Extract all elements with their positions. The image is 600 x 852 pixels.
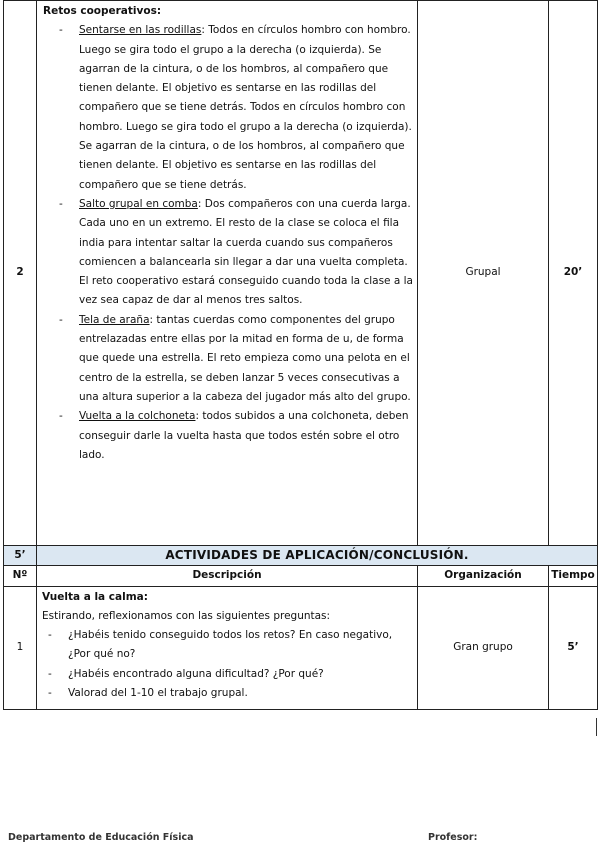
activity-organization: Gran grupo bbox=[418, 586, 549, 709]
challenge-item bbox=[53, 195, 413, 272]
activity-title: Retos cooperativos: bbox=[43, 5, 162, 17]
challenge-note: El reto cooperativo estará conseguido cuando toda la clase a la vez sea capaz de dar al menos tres saltos. bbox=[79, 275, 413, 307]
activity-number: 2 bbox=[4, 1, 37, 546]
challenge-text: : tantas cuerdas como componentes del grupo entrelazadas entre ellas por la mitad en forma de u, de forma que quede una estrella. El reto empieza como una pelota en el centro de la estrella, se deben lanzar 5 veces consecutivas a una altura superior a la cabeza del jugador más alto del grupo. bbox=[79, 313, 411, 403]
challenge-list bbox=[43, 21, 413, 272]
activity-intro: Estirando, reflexionamos con las siguientes preguntas: bbox=[42, 609, 331, 622]
question-list bbox=[42, 626, 413, 703]
footer-teacher: Profesor: bbox=[428, 832, 478, 843]
session-table bbox=[3, 0, 598, 710]
challenge-item bbox=[53, 21, 413, 195]
section-time: 5’ bbox=[4, 546, 37, 566]
challenge-text: : Todos en círculos hombro con hombro. Luego se gira todo el grupo a la derecha (o izquierda). Se agarran de la cintura, o de los hombros, al compañero que tienen delante. El objetivo es sentarse en las rodillas del compañero que se tiene detrás. Todos en círculos hombro con hombro. Luego se gira todo el grupo a la derecha (o izquierda). Se agarran de la cintura, o de los hombros, al compañero que tienen delante. El objetivo es sentarse en las rodillas del compañero que se tiene detrás. bbox=[79, 24, 412, 191]
question-item: - Valorad del 1-10 el trabajo grupal. bbox=[42, 684, 413, 703]
question-item: - ¿Habéis encontrado alguna dificultad? ¿Por qué? bbox=[42, 665, 413, 684]
activity-row-1 bbox=[4, 586, 598, 709]
activity-number: 1 bbox=[4, 586, 37, 709]
challenge-name: Tela de araña bbox=[79, 313, 150, 326]
challenge-list-2 bbox=[43, 311, 413, 465]
header-time: Tiempo bbox=[549, 566, 598, 586]
activity-title: Vuelta a la calma: bbox=[42, 590, 148, 603]
challenge-item bbox=[53, 311, 413, 407]
challenge-text: : todos subidos a una colchoneta, deben conseguir darle la vuelta hasta que todos estén sobre el otro lado. bbox=[79, 410, 409, 461]
activity-description bbox=[37, 586, 418, 709]
margin-line bbox=[596, 718, 597, 736]
activity-time: 20’ bbox=[549, 1, 598, 546]
header-row bbox=[4, 566, 598, 586]
footer-department: Departamento de Educación Física bbox=[8, 832, 194, 843]
challenge-name: Salto grupal en comba bbox=[79, 197, 198, 210]
question-item: - ¿Habéis tenido conseguido todos los retos? En caso negativo, ¿Por qué no? bbox=[42, 626, 413, 665]
section-row bbox=[4, 546, 598, 566]
activity-time: 5’ bbox=[549, 586, 598, 709]
header-description: Descripción bbox=[37, 566, 418, 586]
challenge-name: Vuelta a la colchoneta bbox=[79, 410, 196, 423]
challenge-text: : Dos compañeros con una cuerda larga. Cada uno en un extremo. El resto de la clase se coloca el fila india para intentar saltar la cuerda cuando sus compañeros comiencen a balancearla sin llegar a dar una vuelta completa. bbox=[79, 197, 411, 268]
section-title: ACTIVIDADES DE APLICACIÓN/CONCLUSIÓN. bbox=[37, 546, 598, 566]
activity-organization: Grupal bbox=[418, 1, 549, 546]
challenge-item bbox=[53, 407, 413, 465]
challenge-name: Sentarse en las rodillas bbox=[79, 24, 202, 37]
activity-row-2 bbox=[4, 1, 598, 546]
header-num: Nº bbox=[4, 566, 37, 586]
activity-description bbox=[37, 1, 418, 546]
header-organization: Organización bbox=[418, 566, 549, 586]
